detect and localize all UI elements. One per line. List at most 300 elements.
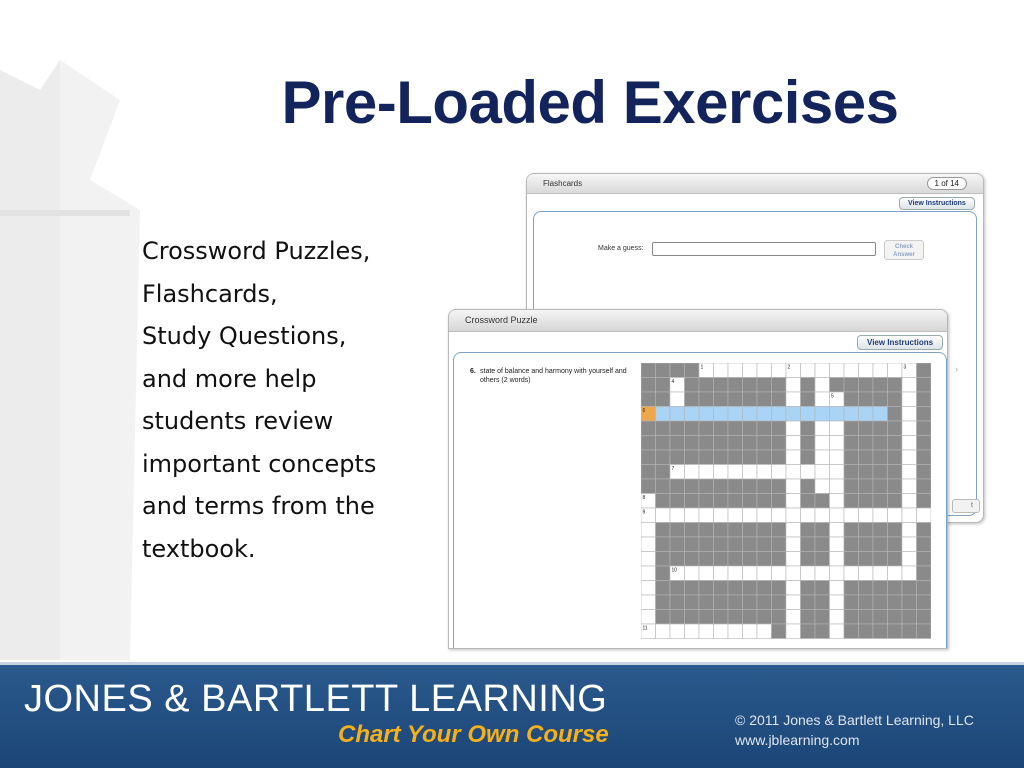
- crossword-cell[interactable]: [670, 624, 685, 639]
- crossword-cell[interactable]: [830, 537, 845, 552]
- crossword-cell[interactable]: [757, 552, 772, 567]
- crossword-cell[interactable]: [902, 537, 917, 552]
- crossword-cell[interactable]: [656, 363, 671, 378]
- crossword-cell[interactable]: [772, 392, 787, 407]
- crossword-cell[interactable]: [670, 552, 685, 567]
- crossword-cell[interactable]: [786, 566, 801, 581]
- crossword-cell[interactable]: [728, 566, 743, 581]
- crossword-cell[interactable]: [699, 523, 714, 538]
- crossword-cell[interactable]: [830, 378, 845, 393]
- crossword-cell[interactable]: [873, 378, 888, 393]
- crossword-cell[interactable]: [728, 552, 743, 567]
- crossword-cell[interactable]: [656, 595, 671, 610]
- crossword-cell[interactable]: [844, 610, 859, 625]
- crossword-cell[interactable]: [801, 581, 816, 596]
- crossword-cell[interactable]: [844, 537, 859, 552]
- crossword-cell[interactable]: [728, 392, 743, 407]
- crossword-cell[interactable]: [786, 421, 801, 436]
- crossword-cell[interactable]: [699, 465, 714, 480]
- crossword-cell[interactable]: [772, 537, 787, 552]
- crossword-cell[interactable]: [641, 523, 656, 538]
- crossword-cell[interactable]: [859, 465, 874, 480]
- crossword-cell[interactable]: [641, 537, 656, 552]
- crossword-cell[interactable]: [815, 392, 830, 407]
- crossword-cell[interactable]: [743, 610, 758, 625]
- crossword-cell[interactable]: [757, 363, 772, 378]
- crossword-cell[interactable]: [757, 407, 772, 422]
- crossword-cell[interactable]: [728, 523, 743, 538]
- crossword-cell[interactable]: [641, 421, 656, 436]
- crossword-cell[interactable]: [815, 450, 830, 465]
- crossword-cell[interactable]: [772, 624, 787, 639]
- crossword-cell[interactable]: [888, 436, 903, 451]
- crossword-cell[interactable]: [917, 523, 932, 538]
- crossword-cell[interactable]: [728, 610, 743, 625]
- crossword-cell[interactable]: [685, 479, 700, 494]
- crossword-cell[interactable]: [714, 552, 729, 567]
- flashcards-view-instructions-button[interactable]: View Instructions: [899, 197, 975, 210]
- crossword-cell[interactable]: [656, 465, 671, 480]
- crossword-cell[interactable]: [902, 378, 917, 393]
- crossword-cell[interactable]: [786, 378, 801, 393]
- crossword-cell[interactable]: [699, 421, 714, 436]
- crossword-cell[interactable]: [714, 421, 729, 436]
- crossword-cell[interactable]: [786, 450, 801, 465]
- crossword-cell[interactable]: [815, 378, 830, 393]
- crossword-cell[interactable]: [685, 421, 700, 436]
- crossword-cell[interactable]: [757, 436, 772, 451]
- crossword-cell[interactable]: [685, 436, 700, 451]
- crossword-cell[interactable]: [757, 378, 772, 393]
- crossword-cell[interactable]: [728, 494, 743, 509]
- crossword-cell[interactable]: [801, 450, 816, 465]
- crossword-cell[interactable]: [859, 421, 874, 436]
- crossword-cell[interactable]: [830, 450, 845, 465]
- crossword-cell[interactable]: [743, 378, 758, 393]
- crossword-cell[interactable]: [772, 508, 787, 523]
- crossword-cell[interactable]: [859, 378, 874, 393]
- crossword-cell[interactable]: [670, 610, 685, 625]
- crossword-cell[interactable]: [670, 436, 685, 451]
- crossword-cell[interactable]: [656, 523, 671, 538]
- crossword-cell[interactable]: [786, 407, 801, 422]
- crossword-cell[interactable]: [917, 494, 932, 509]
- crossword-cell[interactable]: [844, 450, 859, 465]
- crossword-cell[interactable]: [801, 537, 816, 552]
- crossword-cell[interactable]: [888, 537, 903, 552]
- crossword-cell[interactable]: [786, 595, 801, 610]
- crossword-cell[interactable]: [714, 363, 729, 378]
- crossword-cell[interactable]: [873, 494, 888, 509]
- crossword-cell[interactable]: [656, 566, 671, 581]
- crossword-cell[interactable]: [815, 479, 830, 494]
- crossword-cell[interactable]: [888, 552, 903, 567]
- crossword-cell[interactable]: [917, 407, 932, 422]
- crossword-cell[interactable]: [801, 378, 816, 393]
- crossword-cell[interactable]: [902, 421, 917, 436]
- crossword-cell[interactable]: [830, 363, 845, 378]
- crossword-cell[interactable]: [641, 552, 656, 567]
- crossword-cell[interactable]: [699, 537, 714, 552]
- crossword-cell[interactable]: [685, 508, 700, 523]
- crossword-cell[interactable]: [801, 479, 816, 494]
- crossword-cell[interactable]: [714, 465, 729, 480]
- crossword-cell[interactable]: [815, 552, 830, 567]
- crossword-cell[interactable]: [670, 508, 685, 523]
- crossword-cell[interactable]: [815, 465, 830, 480]
- crossword-cell[interactable]: [844, 523, 859, 538]
- crossword-cell[interactable]: [757, 450, 772, 465]
- crossword-cell[interactable]: [714, 581, 729, 596]
- crossword-cell[interactable]: [714, 494, 729, 509]
- crossword-cell[interactable]: [888, 624, 903, 639]
- crossword-cell[interactable]: [815, 508, 830, 523]
- crossword-cell[interactable]: [714, 566, 729, 581]
- crossword-cell[interactable]: [743, 494, 758, 509]
- crossword-cell[interactable]: [772, 450, 787, 465]
- crossword-cell[interactable]: [801, 465, 816, 480]
- crossword-cell[interactable]: [743, 450, 758, 465]
- crossword-cell[interactable]: [772, 552, 787, 567]
- crossword-cell[interactable]: [859, 450, 874, 465]
- crossword-cell[interactable]: [743, 363, 758, 378]
- crossword-cell[interactable]: [830, 566, 845, 581]
- crossword-cell[interactable]: [685, 566, 700, 581]
- crossword-cell[interactable]: [670, 537, 685, 552]
- crossword-cell[interactable]: [772, 421, 787, 436]
- crossword-cell[interactable]: [801, 595, 816, 610]
- crossword-cell[interactable]: [641, 450, 656, 465]
- crossword-cell[interactable]: [699, 479, 714, 494]
- crossword-cell[interactable]: [656, 552, 671, 567]
- crossword-cell[interactable]: [801, 363, 816, 378]
- crossword-cell[interactable]: [714, 595, 729, 610]
- crossword-cell[interactable]: [902, 392, 917, 407]
- crossword-cell[interactable]: [699, 450, 714, 465]
- crossword-cell[interactable]: [859, 624, 874, 639]
- crossword-cell[interactable]: [873, 537, 888, 552]
- crossword-cell[interactable]: [685, 494, 700, 509]
- crossword-cell[interactable]: [772, 523, 787, 538]
- crossword-cell[interactable]: [888, 392, 903, 407]
- crossword-cell[interactable]: [757, 523, 772, 538]
- crossword-cell[interactable]: [757, 392, 772, 407]
- crossword-cell[interactable]: [728, 581, 743, 596]
- crossword-cell[interactable]: [830, 436, 845, 451]
- crossword-cell[interactable]: [699, 610, 714, 625]
- crossword-cell[interactable]: [757, 610, 772, 625]
- crossword-cell[interactable]: [772, 407, 787, 422]
- crossword-cell[interactable]: [815, 436, 830, 451]
- crossword-cell[interactable]: [830, 624, 845, 639]
- crossword-cell[interactable]: [830, 552, 845, 567]
- crossword-cell[interactable]: [670, 421, 685, 436]
- crossword-cell[interactable]: [670, 595, 685, 610]
- crossword-cell[interactable]: [656, 537, 671, 552]
- crossword-cell[interactable]: [641, 436, 656, 451]
- crossword-cell[interactable]: [873, 479, 888, 494]
- crossword-cell[interactable]: [902, 465, 917, 480]
- crossword-cell[interactable]: [699, 508, 714, 523]
- crossword-cell[interactable]: [830, 508, 845, 523]
- crossword-cell[interactable]: [844, 436, 859, 451]
- crossword-cell[interactable]: [873, 624, 888, 639]
- crossword-cell[interactable]: [670, 392, 685, 407]
- crossword-cell[interactable]: [801, 392, 816, 407]
- crossword-cell[interactable]: [859, 494, 874, 509]
- crossword-cell[interactable]: [757, 479, 772, 494]
- crossword-cell[interactable]: [656, 392, 671, 407]
- crossword-cell[interactable]: [743, 392, 758, 407]
- crossword-cell[interactable]: [786, 523, 801, 538]
- crossword-cell[interactable]: [685, 465, 700, 480]
- crossword-cell[interactable]: [844, 566, 859, 581]
- crossword-cell[interactable]: [641, 392, 656, 407]
- crossword-grid[interactable]: [641, 363, 931, 645]
- crossword-cell[interactable]: [641, 378, 656, 393]
- crossword-cell[interactable]: [873, 523, 888, 538]
- crossword-cell[interactable]: [757, 566, 772, 581]
- crossword-cell[interactable]: [685, 595, 700, 610]
- crossword-cell[interactable]: [859, 552, 874, 567]
- crossword-cell[interactable]: [873, 465, 888, 480]
- crossword-cell[interactable]: [859, 407, 874, 422]
- crossword-cell[interactable]: [888, 581, 903, 596]
- crossword-cell[interactable]: [859, 523, 874, 538]
- crossword-cell[interactable]: [917, 566, 932, 581]
- crossword-cell[interactable]: [670, 581, 685, 596]
- crossword-cell[interactable]: [786, 494, 801, 509]
- crossword-cell[interactable]: [859, 392, 874, 407]
- crossword-cell[interactable]: [714, 407, 729, 422]
- crossword-cell[interactable]: [772, 378, 787, 393]
- crossword-cell[interactable]: [656, 436, 671, 451]
- crossword-cell[interactable]: [844, 363, 859, 378]
- crossword-cell[interactable]: [772, 363, 787, 378]
- crossword-cell[interactable]: [757, 421, 772, 436]
- guess-input[interactable]: [652, 242, 876, 256]
- crossword-cell[interactable]: [815, 566, 830, 581]
- crossword-cell[interactable]: [815, 407, 830, 422]
- crossword-cell[interactable]: [815, 494, 830, 509]
- crossword-cell[interactable]: [830, 523, 845, 538]
- crossword-cell[interactable]: [699, 595, 714, 610]
- crossword-cell[interactable]: [728, 421, 743, 436]
- crossword-cell[interactable]: [786, 552, 801, 567]
- crossword-cell[interactable]: [714, 537, 729, 552]
- crossword-cell[interactable]: [801, 552, 816, 567]
- check-answer-button[interactable]: [884, 240, 924, 260]
- crossword-cell[interactable]: [786, 624, 801, 639]
- crossword-cell[interactable]: [757, 581, 772, 596]
- crossword-cell[interactable]: [728, 465, 743, 480]
- crossword-cell[interactable]: [844, 465, 859, 480]
- crossword-cell[interactable]: [656, 378, 671, 393]
- crossword-cell[interactable]: [772, 595, 787, 610]
- crossword-cell[interactable]: [685, 407, 700, 422]
- crossword-cell[interactable]: [743, 566, 758, 581]
- crossword-cell[interactable]: [656, 421, 671, 436]
- crossword-cell[interactable]: [844, 595, 859, 610]
- crossword-cell[interactable]: [917, 421, 932, 436]
- crossword-cell[interactable]: [714, 450, 729, 465]
- crossword-cell[interactable]: [786, 508, 801, 523]
- crossword-cell[interactable]: [859, 581, 874, 596]
- crossword-cell[interactable]: [873, 552, 888, 567]
- crossword-cell[interactable]: [859, 508, 874, 523]
- crossword-cell[interactable]: [873, 595, 888, 610]
- crossword-cell[interactable]: [815, 363, 830, 378]
- crossword-cell[interactable]: [917, 610, 932, 625]
- crossword-cell[interactable]: [830, 494, 845, 509]
- crossword-cell[interactable]: [830, 610, 845, 625]
- crossword-cell[interactable]: [844, 494, 859, 509]
- crossword-cell[interactable]: [902, 494, 917, 509]
- crossword-cell[interactable]: [902, 479, 917, 494]
- crossword-cell[interactable]: [786, 392, 801, 407]
- crossword-cell[interactable]: [786, 537, 801, 552]
- crossword-cell[interactable]: [917, 537, 932, 552]
- crossword-cell[interactable]: [801, 523, 816, 538]
- crossword-cell[interactable]: [801, 421, 816, 436]
- crossword-cell[interactable]: [888, 508, 903, 523]
- crossword-cell[interactable]: [656, 479, 671, 494]
- crossword-cell[interactable]: [714, 610, 729, 625]
- crossword-cell[interactable]: [685, 581, 700, 596]
- crossword-cell[interactable]: [888, 378, 903, 393]
- crossword-cell[interactable]: [888, 479, 903, 494]
- crossword-cell[interactable]: [844, 421, 859, 436]
- crossword-cell[interactable]: [830, 581, 845, 596]
- crossword-cell[interactable]: [670, 479, 685, 494]
- crossword-cell[interactable]: [656, 581, 671, 596]
- crossword-cell[interactable]: [685, 624, 700, 639]
- crossword-cell[interactable]: [801, 407, 816, 422]
- crossword-cell[interactable]: [641, 566, 656, 581]
- crossword-cell[interactable]: [917, 436, 932, 451]
- crossword-cell[interactable]: [772, 494, 787, 509]
- crossword-cell[interactable]: [888, 566, 903, 581]
- crossword-cell[interactable]: [656, 508, 671, 523]
- crossword-cell[interactable]: [844, 479, 859, 494]
- crossword-cell[interactable]: [917, 595, 932, 610]
- crossword-cell[interactable]: [728, 537, 743, 552]
- crossword-cell[interactable]: [670, 363, 685, 378]
- crossword-cell[interactable]: [772, 581, 787, 596]
- crossword-cell[interactable]: [714, 624, 729, 639]
- crossword-cell[interactable]: [699, 392, 714, 407]
- crossword-cell[interactable]: [699, 552, 714, 567]
- crossword-cell[interactable]: [815, 537, 830, 552]
- crossword-cell[interactable]: [714, 508, 729, 523]
- crossword-cell[interactable]: [859, 537, 874, 552]
- crossword-cell[interactable]: [743, 407, 758, 422]
- crossword-cell[interactable]: [888, 465, 903, 480]
- crossword-cell[interactable]: [641, 595, 656, 610]
- crossword-cell[interactable]: [772, 566, 787, 581]
- crossword-cell[interactable]: [859, 479, 874, 494]
- crossword-cell[interactable]: [685, 537, 700, 552]
- crossword-cell[interactable]: [902, 436, 917, 451]
- crossword-cell[interactable]: [685, 450, 700, 465]
- crossword-cell[interactable]: [873, 508, 888, 523]
- crossword-cell[interactable]: [786, 479, 801, 494]
- crossword-cell[interactable]: [786, 436, 801, 451]
- crossword-cell[interactable]: [888, 595, 903, 610]
- crossword-cell[interactable]: [844, 581, 859, 596]
- crossword-cell[interactable]: [728, 378, 743, 393]
- crossword-cell[interactable]: [902, 566, 917, 581]
- crossword-cell[interactable]: [699, 494, 714, 509]
- crossword-cell[interactable]: [859, 566, 874, 581]
- crossword-cell[interactable]: [656, 450, 671, 465]
- crossword-cell[interactable]: [844, 378, 859, 393]
- crossword-cell[interactable]: [888, 523, 903, 538]
- crossword-cell[interactable]: [714, 378, 729, 393]
- crossword-cell[interactable]: [801, 566, 816, 581]
- crossword-cell[interactable]: [743, 624, 758, 639]
- crossword-cell[interactable]: [728, 450, 743, 465]
- crossword-cell[interactable]: [902, 508, 917, 523]
- crossword-cell[interactable]: [917, 392, 932, 407]
- crossword-cell[interactable]: [917, 624, 932, 639]
- crossword-cell[interactable]: [917, 581, 932, 596]
- crossword-cell[interactable]: [815, 421, 830, 436]
- crossword-cell[interactable]: [757, 494, 772, 509]
- crossword-cell[interactable]: [815, 523, 830, 538]
- crossword-cell[interactable]: [728, 508, 743, 523]
- crossword-cell[interactable]: [873, 436, 888, 451]
- crossword-cell[interactable]: [714, 523, 729, 538]
- crossword-cell[interactable]: [728, 436, 743, 451]
- crossword-cell[interactable]: [815, 610, 830, 625]
- crossword-cell[interactable]: [873, 566, 888, 581]
- crossword-cell[interactable]: [917, 508, 932, 523]
- crossword-cell[interactable]: [873, 610, 888, 625]
- crossword-cell[interactable]: [699, 436, 714, 451]
- crossword-cell[interactable]: [873, 421, 888, 436]
- crossword-cell[interactable]: [728, 479, 743, 494]
- crossword-cell[interactable]: [888, 407, 903, 422]
- crossword-cell[interactable]: [685, 552, 700, 567]
- crossword-cell[interactable]: [656, 624, 671, 639]
- crossword-cell[interactable]: [859, 610, 874, 625]
- crossword-cell[interactable]: [685, 363, 700, 378]
- crossword-cell[interactable]: [902, 523, 917, 538]
- crossword-cell[interactable]: [685, 610, 700, 625]
- crossword-cell[interactable]: [859, 363, 874, 378]
- crossword-cell[interactable]: [743, 436, 758, 451]
- crossword-cell[interactable]: [844, 407, 859, 422]
- crossword-cell[interactable]: [873, 407, 888, 422]
- crossword-cell[interactable]: [641, 363, 656, 378]
- crossword-cell[interactable]: [917, 450, 932, 465]
- crossword-cell[interactable]: [641, 581, 656, 596]
- crossword-cell[interactable]: [699, 566, 714, 581]
- crossword-cell[interactable]: [786, 465, 801, 480]
- crossword-cell[interactable]: [830, 407, 845, 422]
- crossword-cell[interactable]: [786, 610, 801, 625]
- crossword-cell[interactable]: [743, 508, 758, 523]
- crossword-cell[interactable]: [743, 479, 758, 494]
- crossword-cell[interactable]: [873, 392, 888, 407]
- crossword-cell[interactable]: [699, 581, 714, 596]
- crossword-cell[interactable]: [801, 494, 816, 509]
- crossword-view-instructions-button[interactable]: View Instructions: [857, 335, 943, 350]
- crossword-cell[interactable]: [902, 552, 917, 567]
- crossword-cell[interactable]: [685, 392, 700, 407]
- crossword-cell[interactable]: [757, 537, 772, 552]
